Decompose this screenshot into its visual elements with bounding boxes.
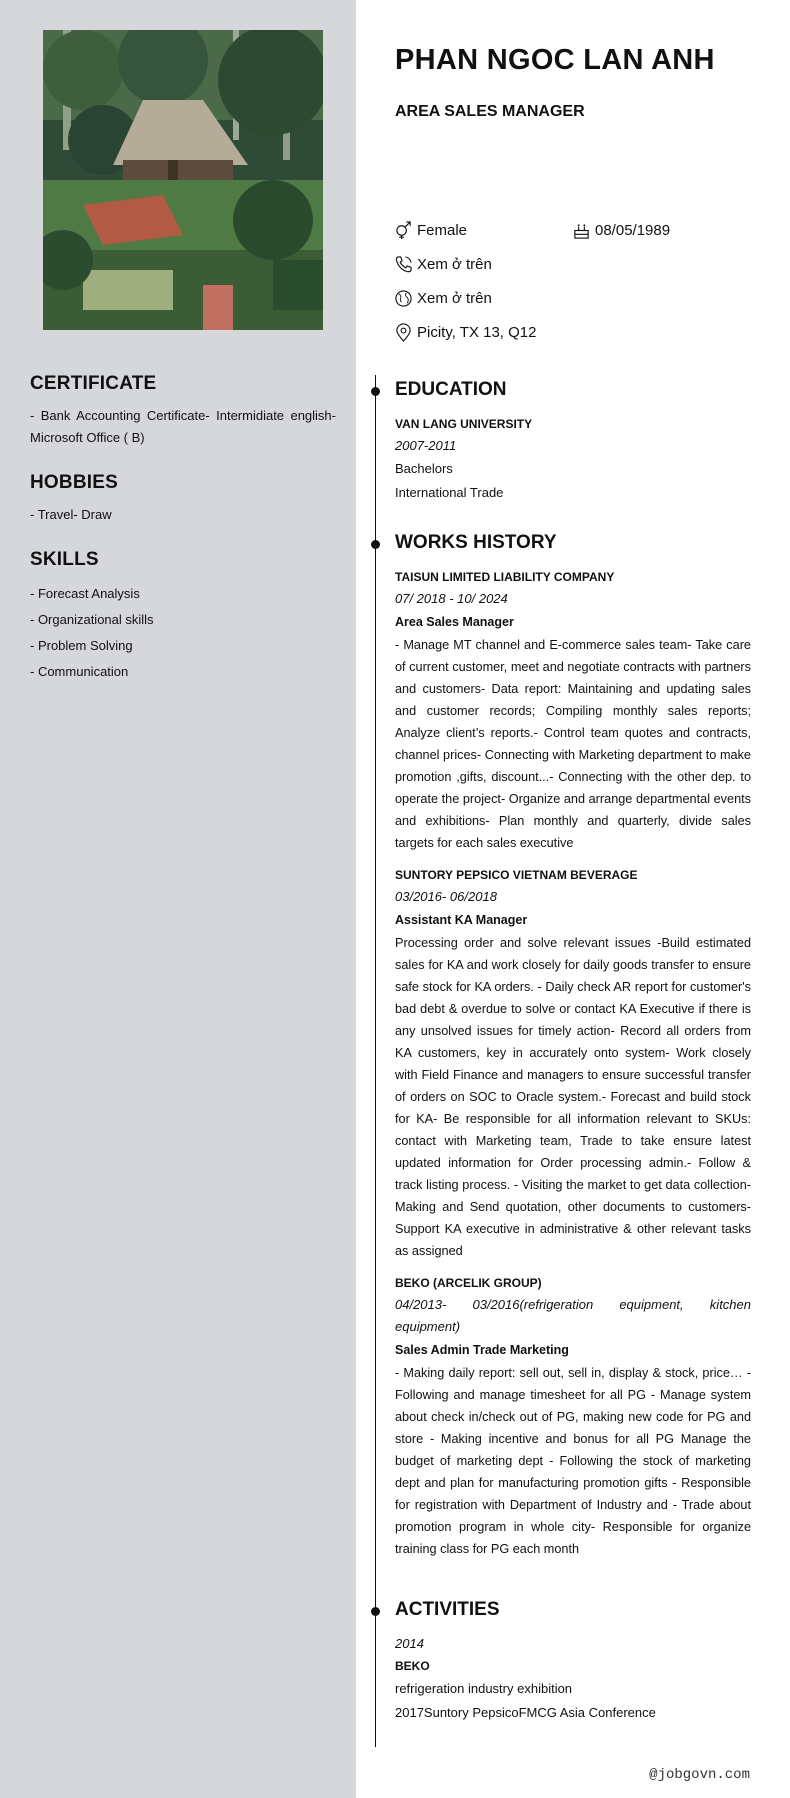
job-title: AREA SALES MANAGER: [395, 103, 585, 120]
works-heading: WORKS HISTORY: [395, 532, 557, 553]
skill-item: - Communication: [30, 664, 129, 679]
skills-heading: SKILLS: [30, 549, 99, 570]
gender-info: [394, 221, 467, 240]
activity-event: 2017Suntory PepsicoFMCG Asia Conference: [395, 1705, 656, 1720]
skill-item: - Organizational skills: [30, 612, 154, 627]
activity-org: BEKO: [395, 1659, 430, 1673]
education-degree: Bachelors: [395, 461, 453, 476]
birthday-cake-icon: [572, 221, 591, 240]
birthday-info: [572, 221, 670, 240]
hobbies-heading: HOBBIES: [30, 472, 118, 493]
timeline-dot: [371, 1607, 380, 1616]
education-years: 2007-2011: [395, 438, 457, 453]
school-name: VAN LANG UNIVERSITY: [395, 417, 533, 431]
candidate-name: PHAN NGOC LAN ANH: [395, 44, 715, 76]
education-section: [395, 379, 751, 505]
address-value: Picity, TX 13, Q12: [417, 324, 537, 341]
skill-item: - Forecast Analysis: [30, 586, 140, 601]
phone-info: [394, 255, 492, 274]
works-section: [395, 532, 751, 1570]
website-info: [394, 289, 492, 308]
profile-photo: [43, 30, 323, 330]
timeline-dot: [371, 540, 380, 549]
birthday-value: 08/05/1989: [595, 222, 671, 239]
skill-item: - Problem Solving: [30, 638, 133, 653]
job-company: BEKO (ARCELIK GROUP): [395, 1276, 542, 1290]
job-position: Area Sales Manager: [395, 615, 514, 629]
phone-icon: [394, 255, 413, 274]
address-info: [394, 323, 537, 342]
job-description: - Manage MT channel and E-commerce sales team- Take care of current customer, meet and negotiate contracts with partners and customers- Data report: Maintaining and updating sales and customer records; Compiling monthly sales reports; Analyze client’s reports.- Control team quotes and contracts, channel prices- Connecting with Marketing department to make promotion ,gifts, discount...- Connecting with the other dep. to operate the project- Organize and arrange departmental events and exhibitions- Plan monthly and quarterly, divide sales targets for each sales executive: [395, 638, 751, 850]
job-position: Sales Admin Trade Marketing: [395, 1343, 569, 1357]
activities-heading: ACTIVITIES: [395, 1599, 500, 1620]
education-heading: EDUCATION: [395, 379, 507, 400]
hobbies-section: [30, 472, 336, 526]
job-company: TAISUN LIMITED LIABILITY COMPANY: [395, 570, 615, 584]
education-major: International Trade: [395, 485, 504, 500]
job-period: 04/2013- 03/2016(refrigeration equipment, kitchen equipment): [395, 1297, 751, 1334]
gender-value: Female: [417, 222, 468, 239]
activities-section: [395, 1599, 751, 1725]
hobbies-text: - Travel- Draw: [30, 507, 112, 522]
certificate-heading: CERTIFICATE: [30, 373, 157, 394]
skills-section: [30, 549, 336, 685]
job-period: 03/2016- 06/2018: [395, 889, 497, 904]
website-value: Xem ở trên: [417, 290, 492, 307]
timeline-dot: [371, 387, 380, 396]
job-company: SUNTORY PEPSICO VIETNAM BEVERAGE: [395, 868, 638, 882]
activity-event: refrigeration industry exhibition: [395, 1681, 573, 1696]
gender-icon: [394, 221, 413, 240]
job-position: Assistant KA Manager: [395, 913, 528, 927]
phone-value: Xem ở trên: [417, 256, 492, 273]
certificate-text: - Bank Accounting Certificate- Intermidiate english- Microsoft Office ( B): [30, 408, 336, 445]
job-period: 07/ 2018 - 10/ 2024: [395, 591, 508, 606]
job-description: - Making daily report: sell out, sell in, display & stock, price… - Following and manage timesheet for all PG - Manage system about check in/check out of PG, making new code for PG and store - Making incentive and bonus for all PG Manage the budget of marketing dept - Following the stock of marketing dept and plan for manufacturing promotion gifts - Responsible for registration with Department of Industry and - Trade about promotion program in whole city- Responsible for organize training class for PG each month: [395, 1366, 751, 1556]
footer-watermark: @jobgovn.com: [649, 1767, 750, 1783]
globe-icon: [394, 289, 413, 308]
location-pin-icon: [394, 323, 413, 342]
job-description: Processing order and solve relevant issues -Build estimated sales for KA and work closely for daily goods transfer to ensure safe stock for KA orders. - Daily check AR report for customer's bad debt & overdue to solve or contact KA Executive if there is any unsolved issues for timely action- Record all orders from KA customers, key in accurately onto system- Work closely with Field Finance and managers to ensure successful transfer of orders on SOC to Oracle system.- Forecast and build stock for KA- Be responsible for all information relevant to SKUs: contact with Marketing team, Trade to take ensure latest updated information for Order processing admin.- Follow & track listing process. - Visiting the market to get data collection- Making and Send quotation, other documents to customers- Support KA executive in administrative & other relevant tasks as assigned: [395, 936, 751, 1258]
timeline-line: [375, 375, 376, 1747]
certificate-section: [30, 373, 336, 449]
activity-year: 2014: [395, 1636, 424, 1651]
